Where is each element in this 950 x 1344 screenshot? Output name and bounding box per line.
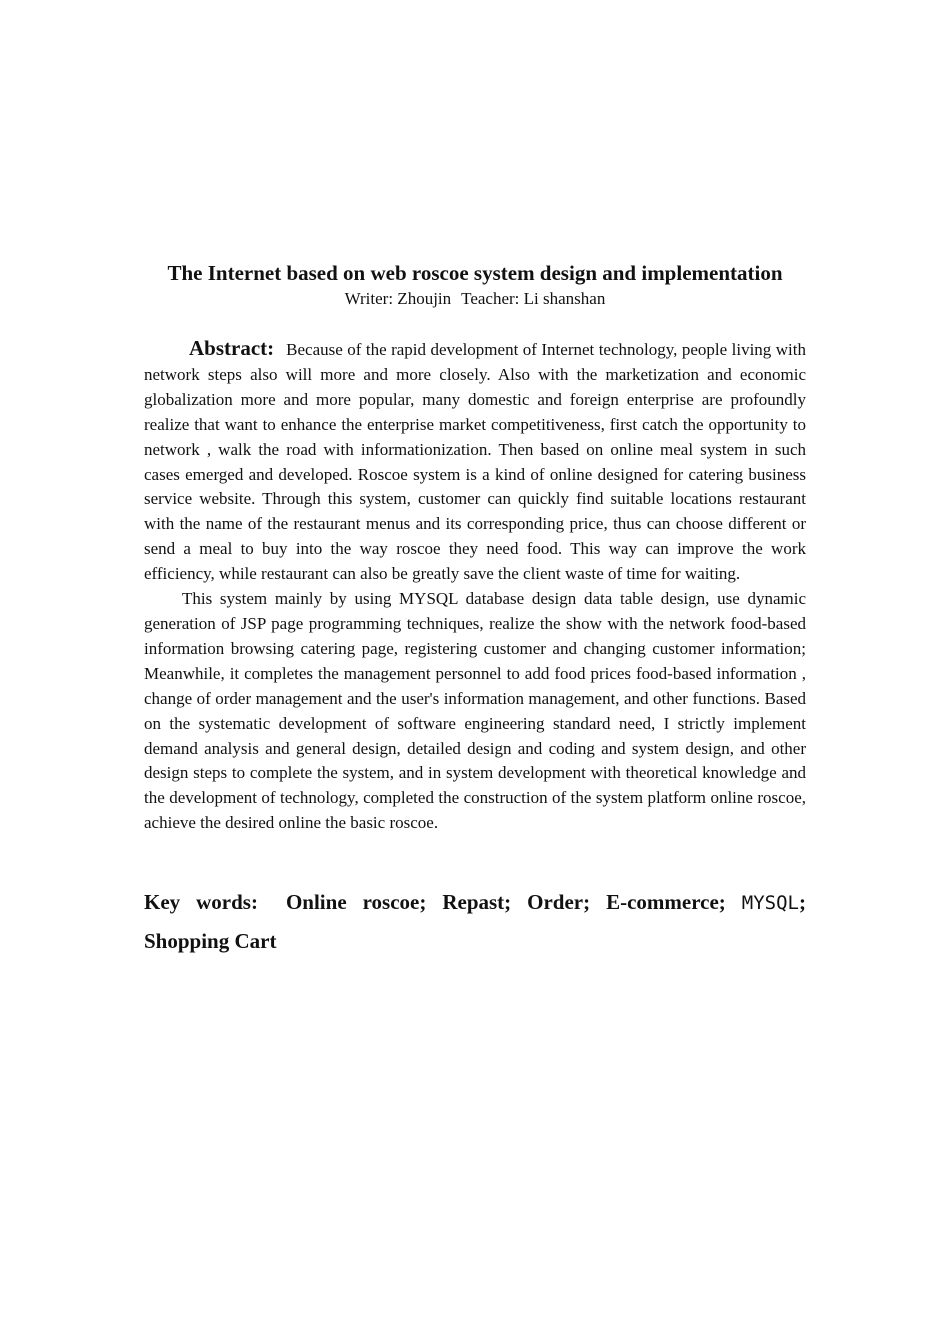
keyword-mysql: MYSQL — [741, 892, 799, 915]
keywords-terms: Online roscoe; Repast; Order; E-commerce; — [285, 890, 726, 915]
writer-name: Writer: Zhoujin — [344, 289, 452, 308]
teacher-name: Teacher: Li shanshan — [461, 289, 606, 308]
keywords-terms-end: ; Shopping Cart — [144, 890, 806, 954]
abstract-label: Abstract: — [189, 336, 275, 360]
paper-page — [144, 258, 806, 960]
byline — [144, 288, 806, 310]
abstract-section — [144, 336, 806, 836]
paper-title: The Internet based on web roscoe system design and implementation — [167, 261, 783, 285]
keywords-section — [144, 883, 806, 960]
abstract-paragraph-1 — [144, 336, 806, 587]
abstract-paragraph-1-text: Because of the rapid development of Internet technology, people living with network steps also will more and more closely. Also with the marketization and economic globalization more and more popular, many domestic and foreign enterprise are profoundly realize that want to enhance the enterprise market competitiveness, first catch the opportunity to network , walk the road with informationization. Then based on online meal system in such cases emerged and developed. Roscoe system is a kind of online designed for catering business service website. Through this system, customer can quickly find suitable locations restaurant with the name of the restaurant menus and its corresponding price, thus can choose different or send a meal to buy into the way roscoe they need food. This way can improve the work efficiency, while restaurant can also be greatly save the client waste of time for waiting. — [144, 340, 806, 584]
abstract-paragraph-2: This system mainly by using MYSQL database design data table design, use dynamic generation of JSP page programming techniques, realize the show with the network food-based information browsing catering page, registering customer and changing customer information; Meanwhile, it completes the management personnel to add food prices food-based information , change of order management and the user's information management, and other functions. Based on the systematic development of software engineering standard need, I strictly implement demand analysis and general design, detailed design and coding and system design, and other design steps to complete the system, and in system development with theoretical knowledge and the development of technology, completed the construction of the system platform online roscoe, achieve the desired online the basic roscoe. — [144, 589, 806, 833]
keywords-label: Key words: — [144, 890, 258, 915]
